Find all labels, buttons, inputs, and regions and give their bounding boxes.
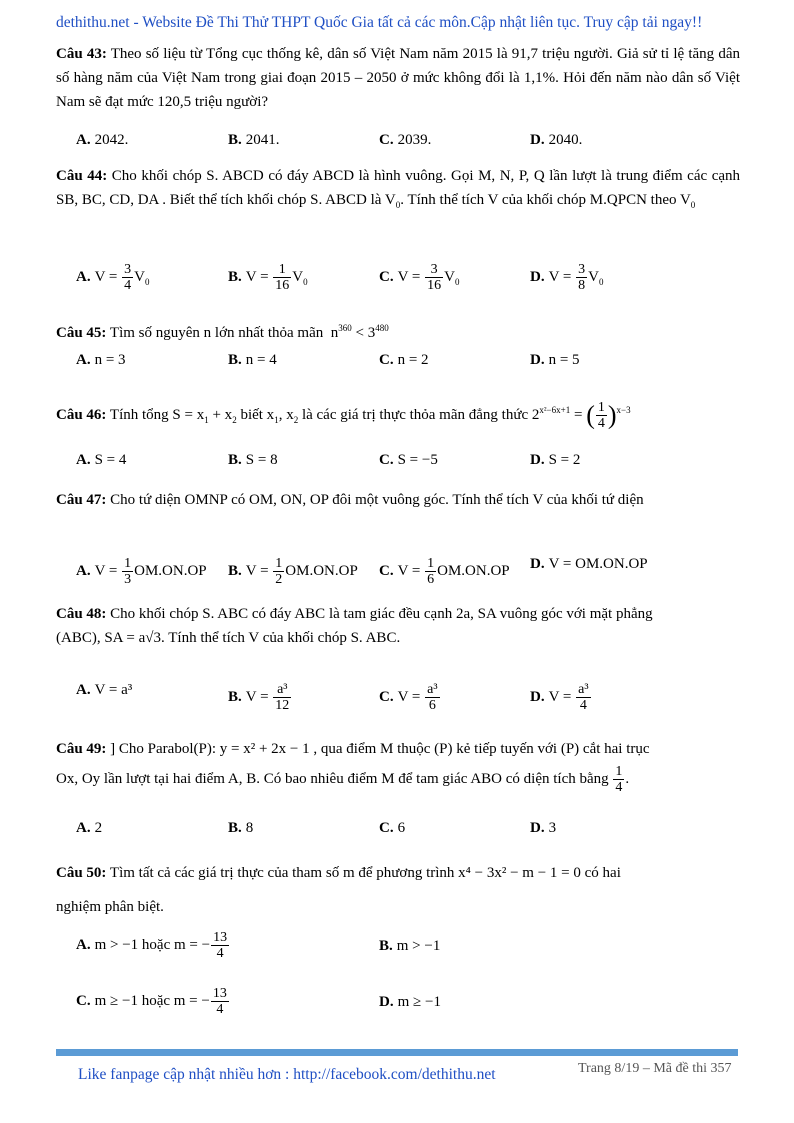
option-b: 2041. bbox=[245, 132, 280, 148]
question-text-2: . Tính thể tích V của khối chóp M.QPCN theo V bbox=[400, 192, 691, 208]
options-50-row2: C. m ≥ −1 hoặc m = − $\frac{13}{4}$ D. m ≥ −1 bbox=[76, 986, 441, 1017]
options-49: A. 2 B. 8 C. 6 D. 3 bbox=[76, 820, 557, 836]
question-48: Câu 48: Cho khối chóp S. ABC có đáy ABC là tam giác đều cạnh 2a, SA vuông góc với mặt phẳng (ABC), SA = a√3. Tính thể tích V của khối chóp S. ABC. bbox=[56, 606, 653, 646]
options-46: A. S = 4 B. S = 8 C. S = −5 D. S = 2 bbox=[76, 452, 581, 468]
question-46: Câu 46: Tính tổng $S = x_1 + x_2$ biết $x_1$, $x_2$ là các giá trị thực thỏa mãn đẳng thức $2^{x^2-6x+1}$ = ( $\frac{1}{4}$ )$^{x-3}$ bbox=[56, 400, 631, 432]
option-a: 2042. bbox=[94, 132, 129, 148]
question-label: Câu 43: bbox=[56, 46, 107, 62]
footer-divider bbox=[56, 1049, 738, 1056]
question-text: Theo số liệu từ Tổng cục thống kê, dân số Việt Nam năm 2015 là 91,7 triệu người. Giả sử tỉ lệ tăng dân số hàng năm của Việt Nam trong giai đoạn 2015 – 2050 ở mức không đổi là 1,1%. Hỏi đến năm nào dân số Việt Nam sẽ đạt mức 120,5 triệu người? bbox=[56, 46, 740, 110]
options-44: A. V = $\frac{3}{4}$ $V_0$ B. V = $\frac{1}{16}$ $V_0$ C. V = $\frac{3}{16}$ $V_0$ D. V = $\frac{3}{8}$ $V_0$ bbox=[76, 262, 604, 293]
question-49: Câu 49: ] Cho Parabol(P): y = x² + 2x − 1 , qua điểm M thuộc (P) kẻ tiếp tuyến với (P) cắt hai trục Ox, Oy lần lượt tại hai điểm A, B. Có bao nhiêu điểm M để tam giác ABO có diện tích bằng $\frac{1}{4}$ . bbox=[56, 741, 650, 796]
question-50: Câu 50: Tìm tất cả các giá trị thực của tham số m để phương trình x⁴ − 3x² − m − 1 = 0 có hai nghiệm phân biệt. bbox=[56, 865, 621, 915]
options-48: A. V = a³ B. V = $\frac{\text{a³}}{12}$ C. V = $\frac{\text{a³}}{6}$ D. V = $\frac{\text{a³}}{4}$ bbox=[76, 682, 589, 713]
footer-fanpage-link[interactable]: Like fanpage cập nhật nhiều hơn : http://facebook.com/dethithu.net bbox=[78, 1066, 496, 1083]
options-47: A. V = $\frac{1}{3}$ OM.ON.OP B. V = $\frac{1}{2}$ OM.ON.OP C. V = $\frac{1}{6}$ OM.ON.OP D. V = OM.ON.OP bbox=[76, 556, 648, 587]
options-50-row1: A. m > −1 hoặc m = − $\frac{13}{4}$ B. m > −1 bbox=[76, 930, 441, 961]
option-d: 2040. bbox=[548, 132, 583, 148]
options-45: A. n = 3 B. n = 4 C. n = 2 D. n = 5 bbox=[76, 352, 580, 368]
option-c: 2039. bbox=[397, 132, 432, 148]
page-number: Trang 8/19 – Mã đề thi 357 bbox=[578, 1061, 732, 1076]
question-43 bbox=[56, 42, 740, 114]
question-label: Câu 44: bbox=[56, 168, 108, 184]
question-44: Câu 44: Cho khối chóp S. ABCD có đáy ABCD là hình vuông. Gọi M, N, P, Q lần lượt là trung điểm các cạnh SB, BC, CD, DA . Biết thể tích khối chóp S. ABCD là $V_0$. Tính thể tích V của khối chóp M.QPCN theo $V_0$ bbox=[56, 168, 741, 210]
question-text: Cho khối chóp S. ABCD có đáy ABCD là hình vuông. Gọi M, N, P, Q lần lượt là trung điểm các cạnh SB, BC, CD, DA . Biết thể tích khối chóp S. ABCD là V bbox=[56, 168, 741, 208]
question-47: Câu 47: Cho tứ diện OMNP có OM, ON, OP đôi một vuông góc. Tính thể tích V của khối tứ diện bbox=[56, 492, 644, 508]
site-header[interactable]: dethithu.net - Website Đề Thi Thử THPT Quốc Gia tất cả các môn.Cập nhật liên tục. Truy cập tải ngay!! bbox=[56, 14, 703, 31]
options-43: A. 2042. B. 2041. C. 2039. D. 2040. bbox=[76, 132, 583, 148]
question-45: Câu 45: Tìm số nguyên n lớn nhất thỏa mãn $n^{360} < 3^{480}$ bbox=[56, 323, 389, 341]
